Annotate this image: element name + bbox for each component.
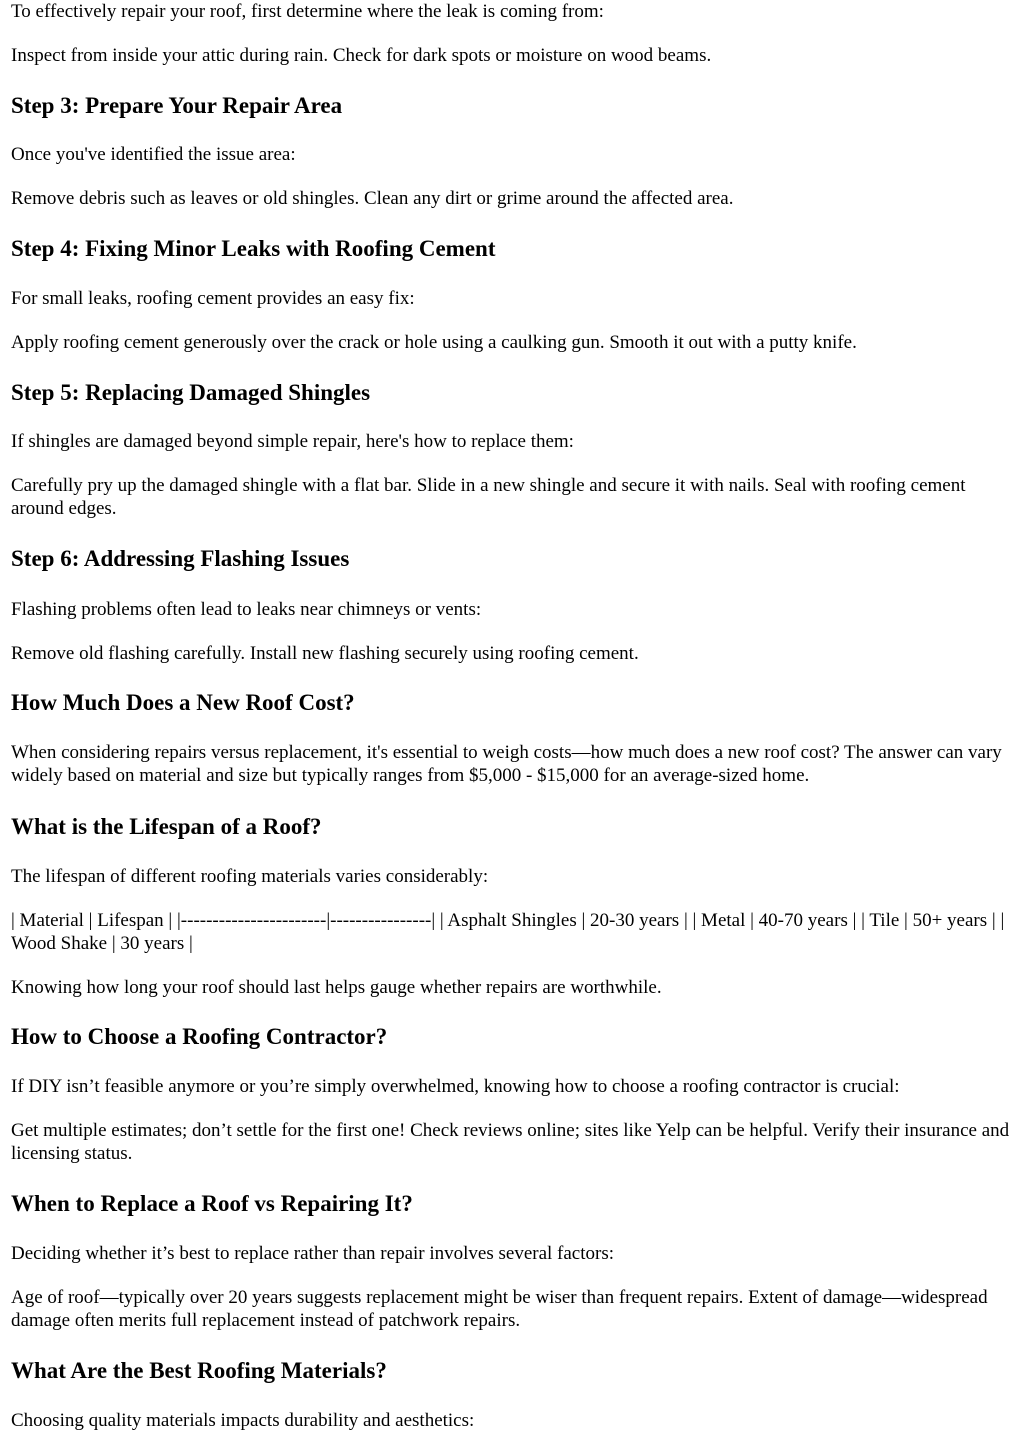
step-4-body: Apply roofing cement generously over the crack or hole using a caulking gun. Smooth it out with a putty knife. — [11, 332, 857, 353]
lifespan-heading: What is the Lifespan of a Roof? — [11, 814, 322, 839]
step-3-intro: Once you've identified the issue area: — [11, 144, 296, 165]
lifespan-intro: The lifespan of different roofing materials varies considerably: — [11, 866, 489, 887]
materials-intro: Choosing quality materials impacts durability and aesthetics: — [11, 1410, 475, 1431]
step-3-heading: Step 3: Prepare Your Repair Area — [11, 93, 343, 118]
contractor-heading: How to Choose a Roofing Contractor? — [11, 1024, 388, 1049]
replace-intro: Deciding whether it’s best to replace rather than repair involves several factors: — [11, 1243, 615, 1264]
step-5-body: Carefully pry up the damaged shingle with a flat bar. Slide in a new shingle and secure it with nails. Seal with roofing cement around edges. — [11, 475, 966, 519]
step-4-intro: For small leaks, roofing cement provides an easy fix: — [11, 288, 415, 309]
step-6-heading: Step 6: Addressing Flashing Issues — [11, 546, 350, 571]
inspect-paragraph: Inspect from inside your attic during rain. Check for dark spots or moisture on wood beams. — [11, 45, 712, 66]
materials-heading: What Are the Best Roofing Materials? — [11, 1358, 387, 1383]
step-5-intro: If shingles are damaged beyond simple repair, here's how to replace them: — [11, 431, 574, 452]
step-6-body: Remove old flashing carefully. Install new flashing securely using roofing cement. — [11, 643, 639, 664]
cost-paragraph: When considering repairs versus replacement, it's essential to weigh costs—how much does a new roof cost? The answer can vary widely based on material and size but typically ranges from $5,000 - $15,000 for an average-sized home. — [11, 742, 1002, 786]
contractor-body: Get multiple estimates; don’t settle for the first one! Check reviews online; sites like Yelp can be helpful. Verify their insurance and licensing status. — [11, 1120, 1010, 1164]
step-5-heading: Step 5: Replacing Damaged Shingles — [11, 380, 371, 405]
replace-heading: When to Replace a Roof vs Repairing It? — [11, 1191, 413, 1216]
step-4-heading: Step 4: Fixing Minor Leaks with Roofing Cement — [11, 236, 496, 261]
cost-heading: How Much Does a New Roof Cost? — [11, 690, 355, 715]
lifespan-conclusion: Knowing how long your roof should last helps gauge whether repairs are worthwhile. — [11, 977, 662, 998]
step-3-body: Remove debris such as leaves or old shingles. Clean any dirt or grime around the affected area. — [11, 188, 734, 209]
step-6-intro: Flashing problems often lead to leaks near chimneys or vents: — [11, 599, 482, 620]
contractor-intro: If DIY isn’t feasible anymore or you’re simply overwhelmed, knowing how to choose a roofing contractor is crucial: — [11, 1076, 900, 1097]
replace-body: Age of roof—typically over 20 years suggests replacement might be wiser than frequent repairs. Extent of damage—widespread damage often merits full replacement instead of patchwork repairs. — [11, 1287, 988, 1331]
intro-paragraph: To effectively repair your roof, first determine where the leak is coming from: — [11, 1, 604, 22]
lifespan-table-text: | Material | Lifespan | |-----------------------|----------------| | Asphalt Shingles | 20-30 years | | Metal | 40-70 years | | Tile | 50+ years | | Wood Shake | 30 years | — [11, 910, 1005, 954]
